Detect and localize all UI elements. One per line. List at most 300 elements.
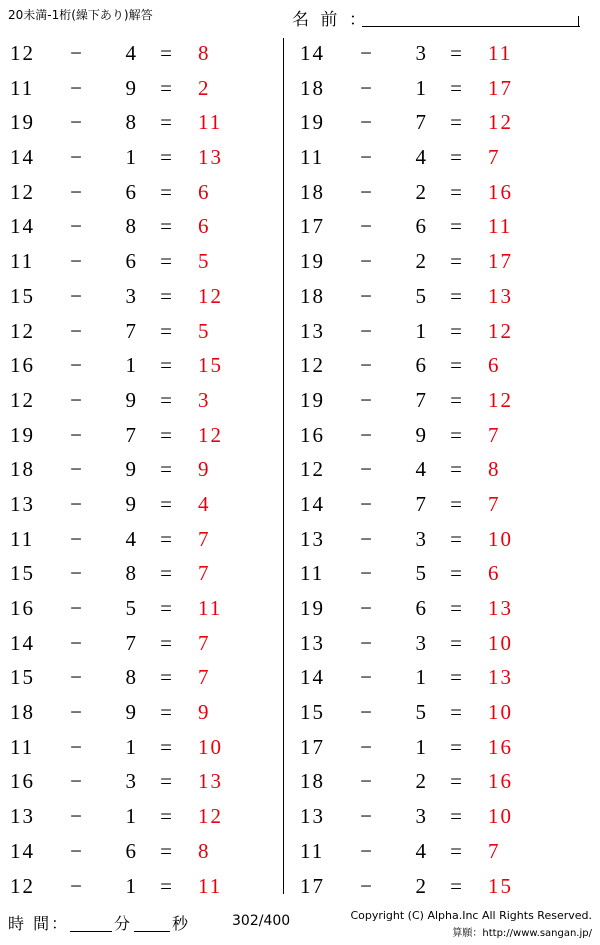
problem-row (290, 140, 573, 175)
equals-operator: = (450, 491, 464, 516)
subtrahend: 3 (415, 630, 428, 655)
subtrahend: 2 (415, 179, 428, 204)
subtrahend: 8 (125, 110, 138, 135)
problem-row (290, 452, 573, 487)
problem-row (0, 140, 283, 175)
name-label: 名 前 (292, 10, 341, 30)
subtrahend: 3 (415, 526, 428, 551)
answer-value: 10 (488, 700, 513, 725)
equals-operator: = (160, 249, 174, 274)
problem-row (290, 799, 573, 834)
column-divider (283, 38, 284, 894)
problem-row (290, 36, 573, 71)
subtrahend: 1 (415, 734, 428, 759)
problem-row (290, 244, 573, 279)
minuend: 12 (10, 318, 35, 343)
minuend: 17 (300, 214, 325, 239)
page-number: 302/400 (232, 913, 291, 929)
answer-value: 8 (198, 41, 211, 65)
problem-row (290, 418, 573, 453)
seconds-unit-label: 秒 (172, 914, 189, 933)
minus-operator: − (70, 457, 84, 482)
page-title: 20未満-1桁(繰下あり)解答 (8, 8, 153, 22)
equals-operator: = (160, 838, 174, 863)
subtrahend: 1 (415, 318, 428, 343)
answer-value: 13 (198, 769, 223, 794)
equals-operator: = (450, 422, 464, 447)
minuend: 12 (300, 353, 325, 378)
answer-value: 10 (198, 734, 223, 759)
problem-row (290, 105, 573, 140)
minus-operator: − (360, 179, 374, 204)
answer-value: 7 (488, 491, 501, 516)
subtrahend: 8 (125, 665, 138, 690)
equals-operator: = (160, 804, 174, 829)
problem-row (0, 556, 283, 591)
subtrahend: 7 (415, 491, 428, 516)
equals-operator: = (160, 630, 174, 655)
answer-value: 12 (488, 110, 513, 135)
equals-operator: = (160, 422, 174, 447)
subtrahend: 5 (415, 561, 428, 586)
answer-value: 4 (198, 491, 211, 516)
problem-row (0, 71, 283, 106)
equals-operator: = (450, 283, 464, 308)
answer-value: 13 (488, 283, 513, 308)
minuend: 11 (300, 838, 325, 863)
seconds-write-line[interactable] (134, 931, 170, 932)
equals-operator: = (450, 526, 464, 551)
problem-row (0, 348, 283, 383)
minuend: 16 (10, 353, 35, 378)
minus-operator: − (360, 630, 374, 655)
equals-operator: = (160, 145, 174, 170)
subtrahend: 3 (415, 41, 428, 65)
minuend: 18 (300, 769, 325, 794)
answer-value: 9 (198, 700, 211, 725)
problem-row (0, 799, 283, 834)
problem-row (0, 487, 283, 522)
equals-operator: = (450, 318, 464, 343)
equals-operator: = (160, 561, 174, 586)
equals-operator: = (160, 873, 174, 898)
minus-operator: − (70, 387, 84, 412)
minus-operator: − (360, 145, 374, 170)
minus-operator: − (70, 700, 84, 725)
minuend: 12 (10, 387, 35, 412)
answer-value: 7 (488, 145, 501, 170)
problem-row (0, 591, 283, 626)
minus-operator: − (360, 734, 374, 759)
name-line-end-tick (578, 16, 579, 27)
answer-value: 12 (488, 318, 513, 343)
problem-row (0, 730, 283, 765)
answer-value: 7 (488, 838, 501, 863)
minus-operator: − (70, 214, 84, 239)
problem-row (290, 487, 573, 522)
problem-row (290, 626, 573, 661)
problem-row (290, 869, 573, 904)
minuend: 19 (300, 387, 325, 412)
problem-row (290, 591, 573, 626)
answer-value: 6 (488, 561, 501, 586)
minuend: 18 (10, 700, 35, 725)
answer-value: 8 (198, 838, 211, 863)
minuend: 14 (300, 491, 325, 516)
minuend: 15 (10, 665, 35, 690)
subtrahend: 9 (125, 700, 138, 725)
equals-operator: = (450, 41, 464, 65)
problem-row (290, 660, 573, 695)
minuend: 11 (10, 526, 35, 551)
subtrahend: 9 (125, 491, 138, 516)
problem-row (290, 764, 573, 799)
minus-operator: − (70, 283, 84, 308)
answer-value: 11 (488, 41, 513, 65)
answer-value: 10 (488, 804, 513, 829)
minus-operator: − (70, 75, 84, 100)
minus-operator: − (70, 665, 84, 690)
problem-columns (0, 36, 600, 904)
problem-row (290, 279, 573, 314)
equals-operator: = (160, 318, 174, 343)
answer-value: 6 (198, 179, 211, 204)
subtrahend: 4 (415, 145, 428, 170)
answer-value: 15 (488, 873, 513, 898)
minus-operator: − (360, 561, 374, 586)
minuend: 12 (10, 41, 35, 65)
answer-value: 9 (198, 457, 211, 482)
equals-operator: = (450, 179, 464, 204)
problem-row (290, 209, 573, 244)
answer-value: 13 (198, 145, 223, 170)
equals-operator: = (450, 769, 464, 794)
subtrahend: 5 (125, 596, 138, 620)
problem-row (0, 834, 283, 869)
time-label: 時 間： (8, 914, 70, 933)
minus-operator: − (360, 318, 374, 343)
problem-row (0, 452, 283, 487)
equals-operator: = (160, 110, 174, 135)
minus-operator: − (360, 41, 374, 65)
minuend: 11 (300, 145, 325, 170)
name-write-line[interactable] (362, 26, 580, 27)
minus-operator: − (360, 214, 374, 239)
minus-operator: − (70, 491, 84, 516)
minuend: 13 (10, 804, 35, 829)
minutes-unit-label: 分 (114, 914, 131, 933)
subtrahend: 2 (415, 873, 428, 898)
minuend: 17 (300, 873, 325, 898)
equals-operator: = (160, 596, 174, 620)
subtrahend: 7 (125, 422, 138, 447)
problem-row (0, 660, 283, 695)
equals-operator: = (450, 596, 464, 620)
equals-operator: = (160, 387, 174, 412)
minuend: 14 (300, 41, 325, 65)
minuend: 11 (300, 561, 325, 586)
answer-value: 11 (198, 873, 223, 898)
subtrahend: 6 (415, 596, 428, 620)
minuend: 14 (10, 214, 35, 239)
minus-operator: − (360, 526, 374, 551)
subtrahend: 6 (125, 179, 138, 204)
equals-operator: = (450, 700, 464, 725)
minus-operator: − (70, 422, 84, 447)
minus-operator: − (360, 873, 374, 898)
answer-value: 7 (198, 561, 211, 586)
problem-row (0, 209, 283, 244)
answer-value: 11 (198, 596, 223, 620)
answer-value: 7 (198, 630, 211, 655)
problem-row (0, 279, 283, 314)
minuend: 16 (10, 769, 35, 794)
problem-column-left (0, 36, 283, 904)
minuend: 12 (300, 457, 325, 482)
subtrahend: 3 (125, 769, 138, 794)
problem-row (0, 869, 283, 904)
equals-operator: = (450, 873, 464, 898)
minus-operator: − (70, 353, 84, 378)
equals-operator: = (450, 214, 464, 239)
minuend: 11 (10, 734, 35, 759)
minus-operator: − (360, 804, 374, 829)
minus-operator: − (360, 665, 374, 690)
answer-value: 12 (198, 804, 223, 829)
minuend: 12 (10, 873, 35, 898)
minuend: 11 (10, 249, 35, 274)
equals-operator: = (450, 630, 464, 655)
name-colon: ： (349, 10, 366, 30)
minuend: 17 (300, 734, 325, 759)
equals-operator: = (160, 41, 174, 65)
minuend: 19 (300, 110, 325, 135)
minutes-write-line[interactable] (70, 931, 112, 932)
minus-operator: − (360, 110, 374, 135)
answer-value: 10 (488, 526, 513, 551)
minus-operator: − (70, 873, 84, 898)
subtrahend: 7 (415, 387, 428, 412)
minuend: 14 (10, 145, 35, 170)
subtrahend: 1 (415, 665, 428, 690)
minus-operator: − (70, 145, 84, 170)
problem-row (0, 244, 283, 279)
problem-row (290, 71, 573, 106)
subtrahend: 1 (415, 75, 428, 100)
subtrahend: 6 (125, 838, 138, 863)
subtrahend: 9 (125, 387, 138, 412)
subtrahend: 9 (415, 422, 428, 447)
subtrahend: 8 (125, 561, 138, 586)
problem-row (290, 348, 573, 383)
answer-value: 10 (488, 630, 513, 655)
answer-value: 6 (198, 214, 211, 239)
minus-operator: − (70, 630, 84, 655)
minuend: 19 (10, 110, 35, 135)
equals-operator: = (160, 75, 174, 100)
problem-row (290, 175, 573, 210)
equals-operator: = (160, 457, 174, 482)
equals-operator: = (450, 838, 464, 863)
answer-value: 12 (198, 422, 223, 447)
minuend: 18 (300, 283, 325, 308)
equals-operator: = (450, 75, 464, 100)
minuend: 14 (10, 838, 35, 863)
subtrahend: 9 (125, 75, 138, 100)
minuend: 15 (10, 283, 35, 308)
subtrahend: 3 (125, 283, 138, 308)
subtrahend: 6 (415, 214, 428, 239)
subtrahend: 2 (415, 249, 428, 274)
subtrahend: 4 (125, 526, 138, 551)
equals-operator: = (450, 353, 464, 378)
minuend: 18 (10, 457, 35, 482)
equals-operator: = (450, 561, 464, 586)
subtrahend: 6 (125, 249, 138, 274)
answer-value: 16 (488, 734, 513, 759)
answer-value: 2 (198, 75, 211, 100)
equals-operator: = (450, 387, 464, 412)
problem-column-right (290, 36, 573, 904)
equals-operator: = (160, 353, 174, 378)
minus-operator: − (360, 283, 374, 308)
problem-row (0, 383, 283, 418)
minus-operator: − (70, 769, 84, 794)
subtrahend: 7 (415, 110, 428, 135)
minuend: 19 (300, 596, 325, 620)
subtrahend: 9 (125, 457, 138, 482)
minus-operator: − (70, 110, 84, 135)
minus-operator: − (360, 700, 374, 725)
minuend: 11 (10, 75, 35, 100)
minuend: 13 (300, 804, 325, 829)
problem-row (290, 556, 573, 591)
minus-operator: − (70, 318, 84, 343)
minuend: 14 (300, 665, 325, 690)
equals-operator: = (160, 665, 174, 690)
minuend: 15 (10, 561, 35, 586)
problem-row (0, 695, 283, 730)
minus-operator: − (360, 75, 374, 100)
problem-row (290, 383, 573, 418)
answer-value: 7 (488, 422, 501, 447)
problem-row (0, 522, 283, 557)
answer-value: 16 (488, 179, 513, 204)
equals-operator: = (160, 491, 174, 516)
subtrahend: 4 (125, 41, 138, 65)
subtrahend: 5 (415, 283, 428, 308)
equals-operator: = (160, 214, 174, 239)
minus-operator: − (70, 41, 84, 65)
subtrahend: 2 (415, 769, 428, 794)
minuend: 13 (300, 318, 325, 343)
answer-value: 7 (198, 526, 211, 551)
problem-row (0, 418, 283, 453)
subtrahend: 6 (415, 353, 428, 378)
equals-operator: = (450, 804, 464, 829)
answer-value: 5 (198, 249, 211, 274)
subtrahend: 5 (415, 700, 428, 725)
minus-operator: − (70, 249, 84, 274)
subtrahend: 3 (415, 804, 428, 829)
problem-row (290, 314, 573, 349)
answer-value: 7 (198, 665, 211, 690)
minus-operator: − (360, 353, 374, 378)
problem-row (290, 695, 573, 730)
answer-value: 8 (488, 457, 501, 482)
answer-value: 17 (488, 249, 513, 274)
copyright-text: Copyright (C) Alpha.Inc All Rights Reserved. (350, 909, 592, 922)
minuend: 19 (300, 249, 325, 274)
name-field-block (292, 2, 592, 30)
minuend: 12 (10, 179, 35, 204)
minus-operator: − (70, 561, 84, 586)
minuend: 19 (10, 422, 35, 447)
subtrahend: 1 (125, 873, 138, 898)
problem-row (0, 105, 283, 140)
subtrahend: 1 (125, 734, 138, 759)
minus-operator: − (360, 249, 374, 274)
problem-row (0, 626, 283, 661)
minuend: 16 (300, 422, 325, 447)
answer-value: 12 (198, 283, 223, 308)
answer-value: 16 (488, 769, 513, 794)
minus-operator: − (360, 838, 374, 863)
answer-value: 6 (488, 353, 501, 378)
minus-operator: − (360, 491, 374, 516)
problem-row (290, 522, 573, 557)
minuend: 13 (10, 491, 35, 516)
answer-value: 5 (198, 318, 211, 343)
equals-operator: = (450, 665, 464, 690)
worksheet-footer (0, 903, 600, 945)
answer-value: 17 (488, 75, 513, 100)
minuend: 18 (300, 179, 325, 204)
equals-operator: = (450, 457, 464, 482)
minus-operator: − (360, 596, 374, 620)
equals-operator: = (450, 110, 464, 135)
problem-row (0, 175, 283, 210)
subtrahend: 7 (125, 318, 138, 343)
subtrahend: 8 (125, 214, 138, 239)
equals-operator: = (160, 283, 174, 308)
minuend: 16 (10, 596, 35, 620)
subtrahend: 4 (415, 457, 428, 482)
minus-operator: − (360, 457, 374, 482)
minuend: 15 (300, 700, 325, 725)
minus-operator: − (70, 838, 84, 863)
answer-value: 13 (488, 665, 513, 690)
minuend: 14 (10, 630, 35, 655)
minus-operator: − (70, 179, 84, 204)
minus-operator: − (360, 387, 374, 412)
answer-value: 15 (198, 353, 223, 378)
minus-operator: − (360, 422, 374, 447)
equals-operator: = (160, 700, 174, 725)
minus-operator: − (360, 769, 374, 794)
subtrahend: 7 (125, 630, 138, 655)
answer-value: 12 (488, 387, 513, 412)
problem-row (0, 764, 283, 799)
minus-operator: − (70, 526, 84, 551)
equals-operator: = (160, 179, 174, 204)
equals-operator: = (450, 734, 464, 759)
minus-operator: − (70, 804, 84, 829)
worksheet-header (0, 0, 600, 36)
equals-operator: = (160, 526, 174, 551)
answer-value: 3 (198, 387, 211, 412)
subtrahend: 1 (125, 353, 138, 378)
